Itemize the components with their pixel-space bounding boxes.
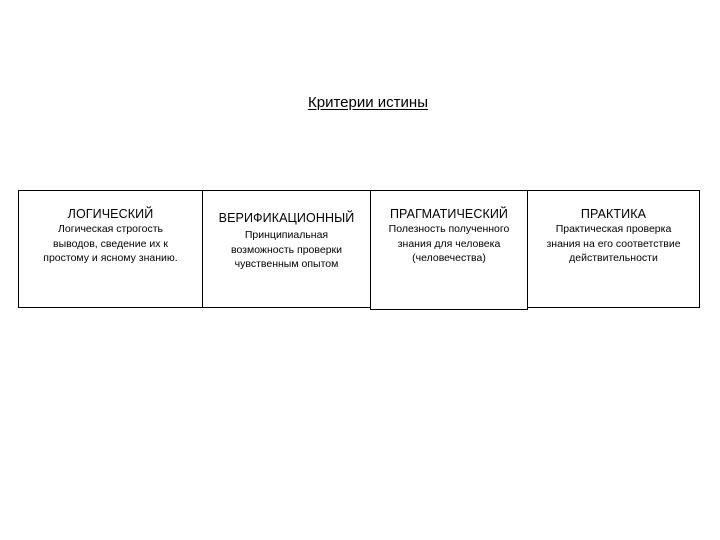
criterion-description: Принципиальная возможность проверки чувственным опытом (230, 229, 342, 270)
criterion-description: Логическая строгость выводов, сведение их к простому и ясному знанию. (43, 223, 178, 264)
criterion-box-pragmatic (370, 190, 528, 310)
criterion-heading: ПРАКТИКА (580, 207, 647, 221)
criterion-heading: ВЕРИФИКАЦИОННЫЙ (218, 211, 355, 225)
criterion-box-logical (18, 190, 203, 308)
criterion-heading: ПРАГМАТИЧЕСКИЙ (389, 207, 509, 221)
criterion-description: Полезность полученного знания для человека (человечества) (388, 223, 510, 264)
criterion-description: Практическая проверка знания на его соответствие действительности (546, 223, 681, 264)
criterion-heading: ЛОГИЧЕСКИЙ (67, 207, 154, 221)
criterion-box-verification (202, 190, 371, 308)
criterion-box-practice (527, 190, 700, 308)
diagram-title: Критерии истины (308, 94, 428, 111)
